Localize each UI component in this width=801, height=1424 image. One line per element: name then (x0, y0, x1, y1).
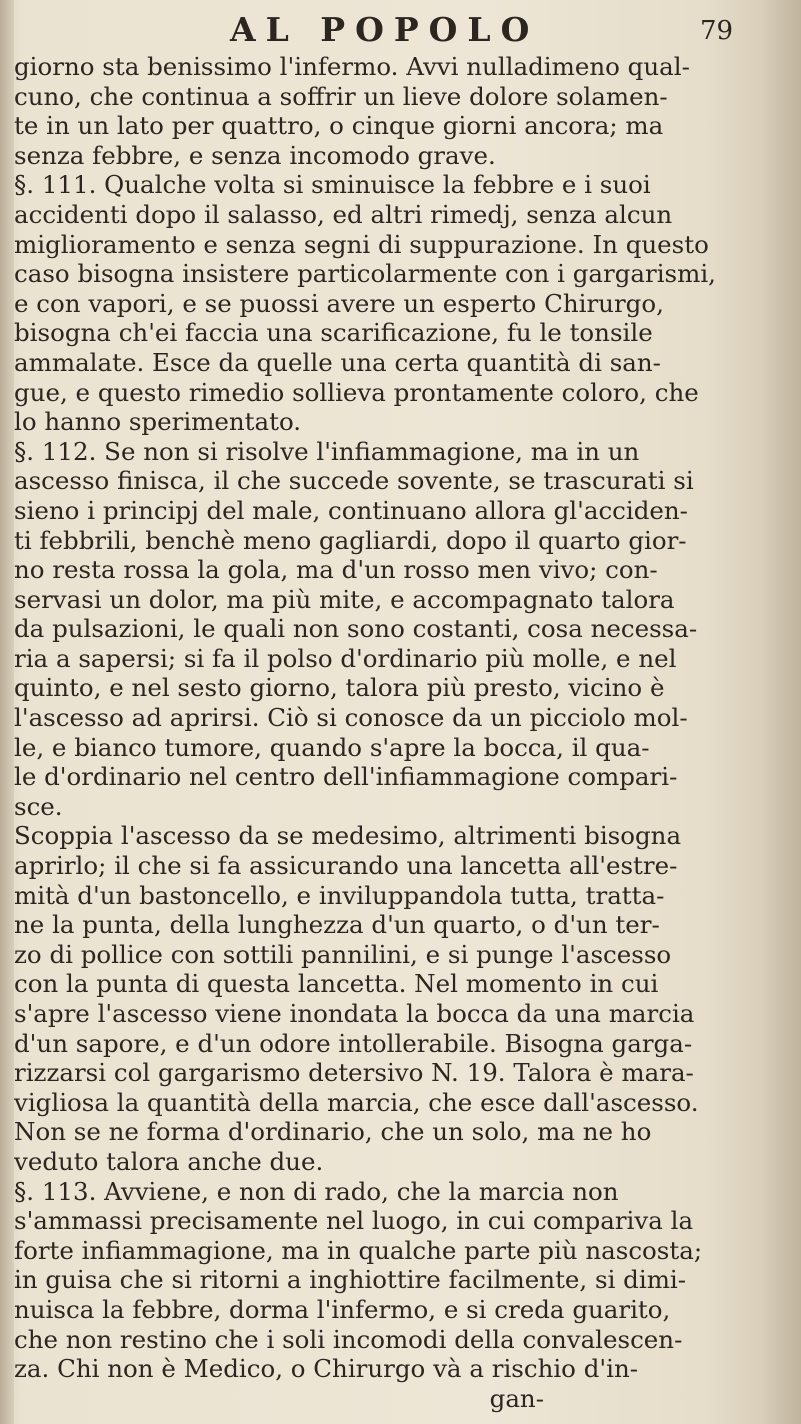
text-line: §. 111. Qualche volta si sminuisce la febbre e i suoi (14, 170, 651, 200)
text-line: servasi un dolor, ma più mite, e accompagnato talora (14, 584, 675, 614)
text-line: vigliosa la quantità della marcia, che esce dall'ascesso. (14, 1087, 699, 1117)
text-line: d'un sapore, e d'un odore intollerabile. Bisogna garga- (14, 1028, 693, 1058)
text-line: te in un lato per quattro, o cinque giorni ancora; ma (14, 111, 664, 141)
text-line: lo hanno sperimentato. (14, 407, 302, 437)
text-line: no resta rossa la gola, ma d'un rosso men vivo; con- (14, 555, 658, 585)
text-line: ti febbrili, benchè meno gagliardi, dopo il quarto gior- (14, 525, 687, 555)
text-line: caso bisogna insistere particolarmente con i gargarismi, (14, 259, 716, 289)
text-line: Scoppia l'ascesso da se medesimo, altrimenti bisogna (14, 821, 682, 851)
text-line: §. 113. Avviene, e non di rado, che la marcia non (14, 1176, 619, 1206)
running-title: AL POPOLO (230, 10, 540, 49)
text-line: aprirlo; il che si fa assicurando una lancetta all'estre- (14, 851, 678, 881)
text-line: le, e bianco tumore, quando s'apre la bocca, il qua- (14, 732, 650, 762)
text-line: ria a sapersi; si fa il polso d'ordinario più molle, e nel (14, 643, 677, 673)
text-line: e con vapori, e se puossi avere un esperto Chirurgo, (14, 288, 664, 318)
text-line: quinto, e nel sesto giorno, talora più presto, vicino è (14, 673, 665, 703)
text-line: zo di pollice con sottili pannilini, e si punge l'ascesso (14, 939, 672, 969)
page-edge-shadow (761, 0, 801, 1424)
text-line: giorno sta benissimo l'infermo. Avvi nulladimeno qual- (14, 52, 690, 81)
text-line: ne la punta, della lunghezza d'un quarto, o d'un ter- (14, 910, 660, 940)
text-line: da pulsazioni, le quali non sono costanti, cosa necessa- (14, 614, 698, 644)
page-number: 79 (700, 16, 734, 46)
text-line: sieno i principj del male, continuano allora gl'acciden- (14, 495, 688, 525)
body-text (14, 52, 764, 1413)
text-line: bisogna ch'ei faccia una scarificazione, fu le tonsile (14, 318, 653, 348)
text-line: s'apre l'ascesso viene inondata la bocca da una marcia (14, 999, 695, 1028)
text-line: senza febbre, e senza incomodo grave. (14, 140, 496, 170)
text-line: in guisa che si ritorni a inghiottire facilmente, si dimi- (14, 1265, 687, 1295)
text-line: sce. (14, 791, 63, 821)
text-line: che non restino che i soli incomodi della convalescen- (14, 1324, 683, 1354)
text-line: gue, e questo rimedio sollieva prontamente coloro, che (14, 377, 699, 407)
text-line: Non se ne forma d'ordinario, che un solo, ma ne ho (14, 1117, 652, 1147)
text-line: §. 112. Se non si risolve l'infiammagione, ma in un (14, 436, 640, 466)
text-line: cuno, che continua a soffrir un lieve dolore solamen- (14, 81, 668, 111)
text-line: nuisca la febbre, dorma l'infermo, e si creda guarito, (14, 1294, 671, 1324)
text-line: rizzarsi col gargarismo detersivo N. 19. Talora è mara- (14, 1058, 694, 1088)
text-line: veduto talora anche due. (14, 1146, 324, 1176)
text-line: s'ammassi precisamente nel luogo, in cui compariva la (14, 1206, 694, 1236)
text-line: gan- (489, 1383, 544, 1413)
text-line: accidenti dopo il salasso, ed altri rimedj, senza alcun (14, 199, 673, 229)
text-line: mità d'un bastoncello, e inviluppandola tutta, tratta- (14, 880, 665, 910)
text-line: ascesso finisca, il che succede sovente, se trascurati si (14, 466, 694, 496)
text-line: con la punta di questa lancetta. Nel momento in cui (14, 969, 659, 999)
page-header (0, 10, 760, 50)
page-gutter (0, 0, 14, 1424)
text-line: l'ascesso ad aprirsi. Ciò si conosce da un picciolo mol- (14, 703, 688, 733)
text-line: za. Chi non è Medico, o Chirurgo và a rischio d'in- (14, 1354, 639, 1384)
text-line: forte infiammagione, ma in qualche parte più nascosta; (14, 1235, 703, 1265)
text-line: ammalate. Esce da quelle una certa quantità di san- (14, 347, 661, 377)
text-line: le d'ordinario nel centro dell'infiammagione compari- (14, 762, 678, 792)
text-line: miglioramento e senza segni di suppurazione. In questo (14, 229, 709, 259)
